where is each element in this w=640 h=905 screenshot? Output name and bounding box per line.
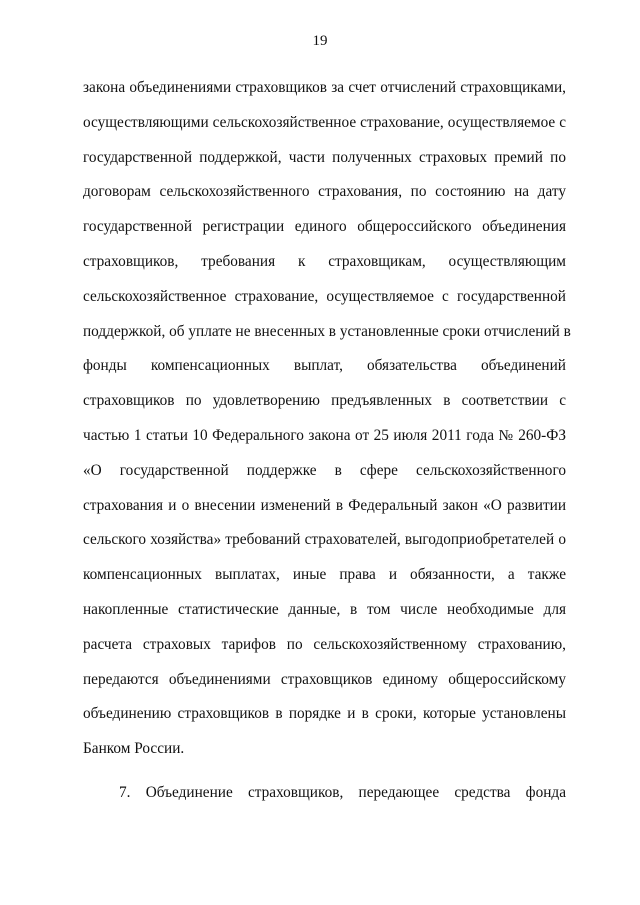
text-line: «О государственной поддержке в сфере сельскохозяйственного [83, 461, 566, 479]
text-line: сельскохозяйственное страхование, осуществляемое с государственной [83, 287, 566, 305]
paragraph-gap [83, 767, 566, 776]
text-line: компенсационных выплатах, иные права и обязанности, а также [83, 566, 566, 584]
text-line: объединению страховщиков в порядке и в сроки, которые установлены [83, 705, 566, 723]
text-line: страховщиков, требования к страховщикам, осуществляющим [83, 252, 566, 270]
text-line: сельского хозяйства» требований страхователей, выгодоприобретателей о [83, 531, 566, 549]
paragraph-7-start: 7. Объединение страховщиков, передающее средства фонда [119, 783, 566, 801]
text-line: закона объединениями страховщиков за счет отчислений страховщиками, [83, 79, 566, 96]
page-number: 19 [312, 33, 328, 49]
text-line: осуществляющими сельскохозяйственное страхование, осуществляемое с [83, 113, 566, 131]
text-line: фонды компенсационных выплат, обязательства объединений [83, 357, 566, 375]
text-line: поддержкой, об уплате не внесенных в установленные сроки отчислений в [83, 322, 571, 340]
text-line: накопленные статистические данные, в том числе необходимые для [83, 600, 566, 618]
text-line: страхования и о внесении изменений в Федеральный закон «О развитии [83, 496, 566, 514]
text-line: расчета страховых тарифов по сельскохозяйственному страхованию, [83, 635, 566, 653]
text-line: договорам сельскохозяйственного страхования, по состоянию на дату [83, 183, 566, 201]
text-line: государственной регистрации единого общероссийского объединения [83, 218, 566, 236]
text-line: частью 1 статьи 10 Федерального закона от 25 июля 2011 года № 260-ФЗ [83, 426, 566, 444]
document-body [83, 71, 571, 811]
text-line: страховщиков по удовлетворению предъявленных в соответствии с [83, 392, 566, 410]
text-line: государственной поддержкой, части полученных страховых премий по [83, 148, 566, 166]
paragraph-end-line: Банком России. [83, 740, 185, 758]
text-line: передаются объединениями страховщиков единому общероссийскому [83, 670, 566, 688]
